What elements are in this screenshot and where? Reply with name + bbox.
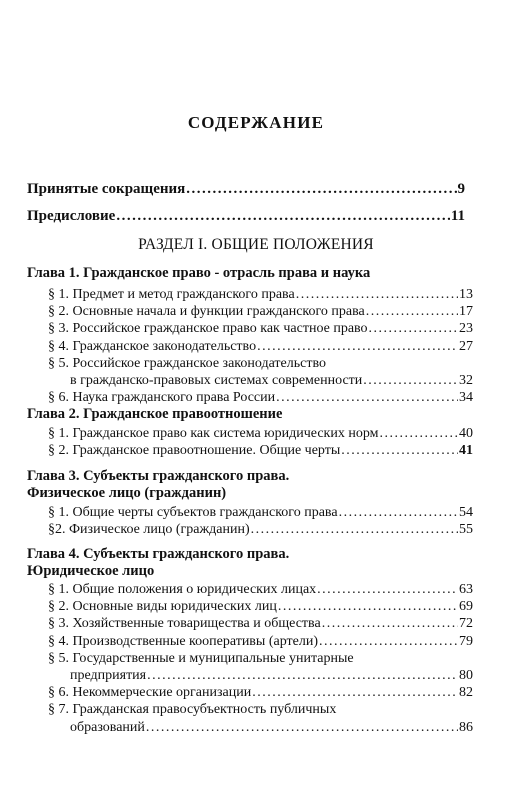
dot-leader: [369, 320, 458, 337]
toc-front-entry[interactable]: [27, 207, 465, 225]
toc-entry[interactable]: [48, 338, 473, 355]
chapter-sections: [48, 425, 473, 459]
section-title: § 1. Предмет и метод гражданского права: [48, 287, 295, 302]
chapter-heading: [27, 468, 487, 502]
section-title: § 7. Гражданская правосубъектность публичных: [48, 702, 337, 718]
chapter-heading: [27, 546, 487, 580]
dot-leader: [366, 303, 458, 320]
section-title: § 1. Гражданское право как система юридических норм: [48, 426, 379, 441]
toc-entry[interactable]: [48, 521, 473, 538]
page-number: 79: [459, 633, 473, 649]
toc-entry[interactable]: [48, 701, 473, 735]
page-number: 86: [459, 719, 473, 735]
toc-entry[interactable]: [48, 320, 473, 337]
dot-leader: [146, 719, 458, 736]
dot-leader: [251, 521, 458, 538]
page-number: 34: [459, 390, 473, 406]
toc-entry[interactable]: [48, 355, 473, 389]
dot-leader: [317, 581, 458, 598]
dot-leader: [186, 180, 456, 198]
page-number: 82: [459, 685, 473, 701]
section-title-continuation: предприятия: [70, 668, 147, 684]
page-number: 40: [459, 426, 473, 441]
part-heading: РАЗДЕЛ I. ОБЩИЕ ПОЛОЖЕНИЯ: [138, 236, 374, 253]
chapter-heading: [27, 265, 487, 282]
section-title: §2. Физическое лицо (гражданин): [48, 522, 250, 538]
dot-leader: [276, 389, 458, 406]
section-title: § 1. Общие положения о юридических лицах: [48, 582, 317, 597]
page-number: 69: [459, 599, 473, 615]
toc-entry[interactable]: [48, 650, 473, 684]
section-title: § 5. Российское гражданское законодательство: [48, 355, 326, 371]
section-title: § 3. Хозяйственные товарищества и общества: [48, 616, 321, 632]
front-entry-label: Принятые сокращения: [27, 181, 186, 197]
page-number: 55: [459, 522, 473, 538]
dot-leader: [380, 425, 459, 442]
toc-entry[interactable]: [48, 633, 473, 650]
page-number: 9: [457, 181, 465, 197]
chapter-sections: [48, 286, 473, 406]
page-number: 27: [459, 338, 473, 354]
toc-entry[interactable]: [48, 425, 473, 442]
toc-entry[interactable]: [48, 504, 473, 521]
page-number: 11: [450, 208, 465, 224]
front-entry-label: Предисловие: [27, 208, 116, 224]
section-title-continuation: в гражданско-правовых системах современности: [70, 373, 363, 389]
chapter-title-line: Физическое лицо (гражданин): [27, 485, 227, 501]
chapter-title-line: Глава 3. Субъекты гражданского права.: [27, 468, 290, 484]
dot-leader: [147, 667, 458, 684]
toc-entry[interactable]: [48, 598, 473, 615]
dot-leader: [322, 615, 458, 632]
chapter-heading: [27, 406, 487, 423]
toc-entry[interactable]: [48, 581, 473, 598]
page-number: 17: [459, 304, 473, 320]
page-number: 13: [459, 287, 473, 302]
section-title: § 3. Российское гражданское право как частное право: [48, 321, 368, 337]
toc-entry[interactable]: [48, 286, 473, 303]
page-number: 54: [459, 505, 473, 520]
dot-leader: [252, 684, 458, 701]
chapter-sections: [48, 581, 473, 736]
dot-leader: [339, 504, 458, 521]
toc-entry[interactable]: [48, 442, 473, 459]
toc-entry[interactable]: [48, 389, 473, 406]
section-title: § 5. Государственные и муниципальные унитарные: [48, 650, 354, 666]
section-title: § 6. Некоммерческие организации: [48, 685, 252, 701]
toc-front-entry[interactable]: [27, 180, 465, 198]
dot-leader: [363, 372, 458, 389]
chapter-title-line: Глава 4. Субъекты гражданского права.: [27, 546, 290, 562]
dot-leader: [319, 633, 458, 650]
toc-entry[interactable]: [48, 615, 473, 632]
page-number: 23: [459, 321, 473, 337]
dot-leader: [257, 338, 458, 355]
chapter-title-line: Глава 2. Гражданское правоотношение: [27, 406, 283, 422]
section-title: § 2. Основные виды юридических лиц: [48, 599, 277, 615]
dot-leader: [278, 598, 458, 615]
dot-leader: [296, 286, 458, 303]
chapter-title-line: Юридическое лицо: [27, 563, 155, 579]
section-title: § 4. Гражданское законодательство: [48, 338, 257, 354]
section-title: § 4. Производственные кооперативы (артели): [48, 633, 318, 649]
page-number: 41: [459, 443, 473, 459]
section-title: § 2. Основные начала и функции гражданского права: [48, 304, 365, 320]
chapter-title-line: Глава 1. Гражданское право - отрасль права и наука: [27, 265, 371, 281]
page-number: 32: [459, 373, 473, 389]
dot-leader: [341, 442, 458, 459]
section-title-continuation: образований: [70, 719, 145, 735]
section-title: § 1. Общие черты субъектов гражданского права: [48, 505, 338, 520]
toc-entry[interactable]: [48, 303, 473, 320]
page-number: 72: [459, 616, 473, 632]
page-number: 63: [459, 582, 473, 597]
chapter-sections: [48, 504, 473, 538]
section-title: § 2. Гражданское правоотношение. Общие черты: [48, 443, 341, 459]
dot-leader: [116, 207, 450, 225]
page-title: СОДЕРЖАНИЕ: [187, 113, 325, 132]
toc-entry[interactable]: [48, 684, 473, 701]
section-title: § 6. Наука гражданского права России: [48, 390, 276, 406]
page-number: 80: [459, 668, 473, 684]
